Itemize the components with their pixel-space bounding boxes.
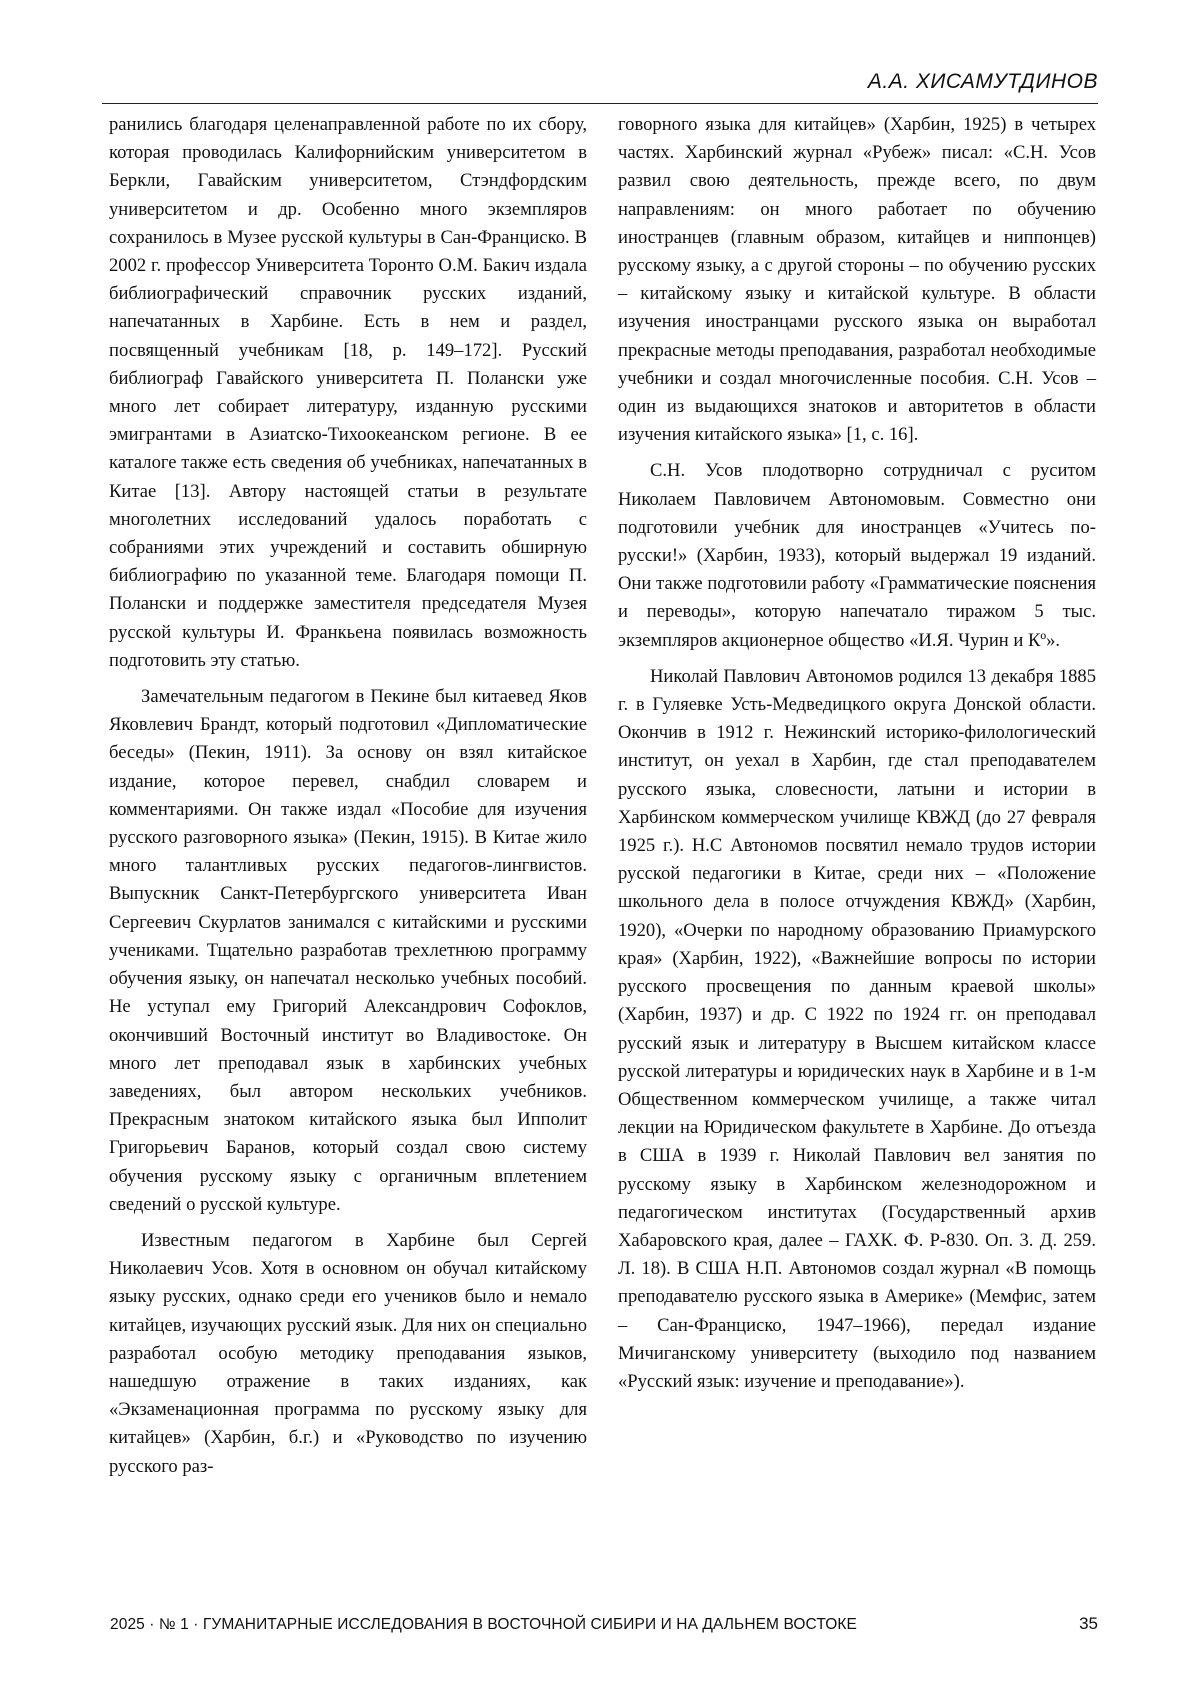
paragraph: Николай Павлович Автономов родился 13 декабря 1885 г. в Гуляевке Усть-Медведицкого округа Донской области. Окончив в 1912 г. Нежинский историко-филологический институт, он уехал в Харбин, где стал преподавателем русского языка, словесности, латыни и истории в Харбинском коммерческом училище КВЖД (до 27 февраля 1925 г.). Н.С Автономов посвятил немало трудов истории русской педагогики в Китае, среди них – «Положение школьного дела в полосе отчуждения КВЖД» (Харбин, 1920), «Очерки по народному образованию Приамурского края» (Харбин, 1922), «Важнейшие вопросы по истории русского просвещения по данным краевой школы» (Харбин, 1937) и др. С 1922 по 1924 гг. он преподавал русский язык и литературу в Высшем китайском классе русской литературы и юридических наук в Харбине и в 1-м Общественном коммерческом училище, а также читал лекции на Юридическом факультете в Харбине. До отъезда в США в 1939 г. Николай Павлович вел занятия по русскому языку в Харбинском железнодорожном и педагогическом институтах (Государственный архив Хабаровского края, далее – ГАХК. Ф. Р-830. Оп. 3. Д. 259. Л. 18). В США Н.П. Автономов создал журнал «В помощь преподавателю русского языка в Америке» (Мемфис, затем – Сан-Франциско, 1947–1966), передал издание Мичиганскому университету (выходило под названием «Русский язык: изучение и преподавание»). <box>618 665 1096 1392</box>
header-rule <box>102 103 1098 104</box>
paragraph: Замечательным педагогом в Пекине был китаевед Яков Яковлевич Брандт, который подготовил «Дипломатические беседы» (Пекин, 1911). За основу он взял китайское издание, которое перевел, снабдил словарем и комментариями. Он также издал «Пособие для изучения русского разговорного языка» (Пекин, 1915). В Китае жило много талантливых русских педагогов-лингвистов. Выпускник Санкт-Петербургского университета Иван Сергеевич Скурлатов занимался с китайскими и русскими учениками. Тщательно разработав трехлетнюю программу обучения языку, он напечатал несколько учебных пособий. Не уступал ему Григорий Александрович Софоклов, окончивший Восточный институт во Владивостоке. Он много лет преподавал язык в харбинских учебных заведениях, был автором нескольких учебников. Прекрасным знатоком китайского языка был Ипполит Григорьевич Баранов, который создал свою систему обучения русскому языку с органичным вплетением сведений о русской культуре. <box>109 686 587 1215</box>
running-head-author: А.А. ХИСАМУТДИНОВ <box>867 70 1098 93</box>
paragraph: Известным педагогом в Харбине был Сергей Николаевич Усов. Хотя в основном он обучал китайскому языку русских, однако среди его учеников было и немало китайцев, изучающих русский язык. Для них он специально разработал особую методику преподавания языков, нашедшую отражение в таких изданиях, как «Экзаменационная программа по русскому языку для китайцев» (Харбин, б.г.) и «Руководство по изучению русского раз- <box>109 1229 587 1477</box>
paragraph: С.Н. Усов плодотворно сотрудничал с руситом Николаем Павловичем Автономовым. Совместно они подготовили учебник для иностранцев «Учитесь по-русски!» (Харбин, 1933), который выдержал 19 изданий. Они также подготовили работу «Грамматические пояснения и переводы», которую напечатало тиражом 5 тыс. экземпляров акционерное общество «И.Я. Чурин и Кº». <box>618 460 1096 651</box>
footer-journal-title: 2025 · № 1 · ГУМАНИТАРНЫЕ ИССЛЕДОВАНИЯ В ВОСТОЧНОЙ СИБИРИ И НА ДАЛЬНЕМ ВОСТОКЕ <box>110 1616 857 1633</box>
paragraph: говорного языка для китайцев» (Харбин, 1925) в четырех частях. Харбинский журнал «Рубеж» писал: «С.Н. Усов развил свою деятельность, прежде всего, по двум направлениям: он много работает по обучению иностранцев (главным образом, китайцев и ниппонцев) русскому языку, а с другой стороны – по обучению русских – китайскому языку и китайской культуре. В области изучения иностранцами русского языка он выработал прекрасные методы преподавания, разработал необходимые учебники и создал многочисленные пособия. С.Н. Усов – один из выдающихся знатоков и авторитетов в области изучения китайского языка» [1, с. 16]. <box>618 114 1096 446</box>
text-column-left <box>109 111 587 1481</box>
paragraph: ранились благодаря целенаправленной работе по их сбору, которая проводилась Калифорнийским университетом в Беркли, Гавайским университетом, Стэндфордским университетом и др. Особенно много экземпляров сохранилось в Музее русской культуры в Сан-Франциско. В 2002 г. профессор Университета Торонто О.М. Бакич издала библиографический справочник русских изданий, напечатанных в Харбине. Есть в нем и раздел, посвященный учебникам [18, p. 149–172]. Русский библиограф Гавайского университета П. Полански уже много лет собирает литературу, изданную русскими эмигрантами в Азиатско-Тихоокеанском регионе. В ее каталоге также есть сведения об учебниках, напечатанных в Китае [13]. Автору настоящей статьи в результате многолетних исследований удалось поработать с собраниями этих учреждений и составить обширную библиографию по указанной теме. Благодаря помощи П. Полански и поддержке заместителя председателя Музея русской культуры И. Франкьена появилась возможность подготовить эту статью. <box>109 114 587 671</box>
page-number: 35 <box>1079 1614 1098 1633</box>
text-column-right <box>618 111 1096 1396</box>
